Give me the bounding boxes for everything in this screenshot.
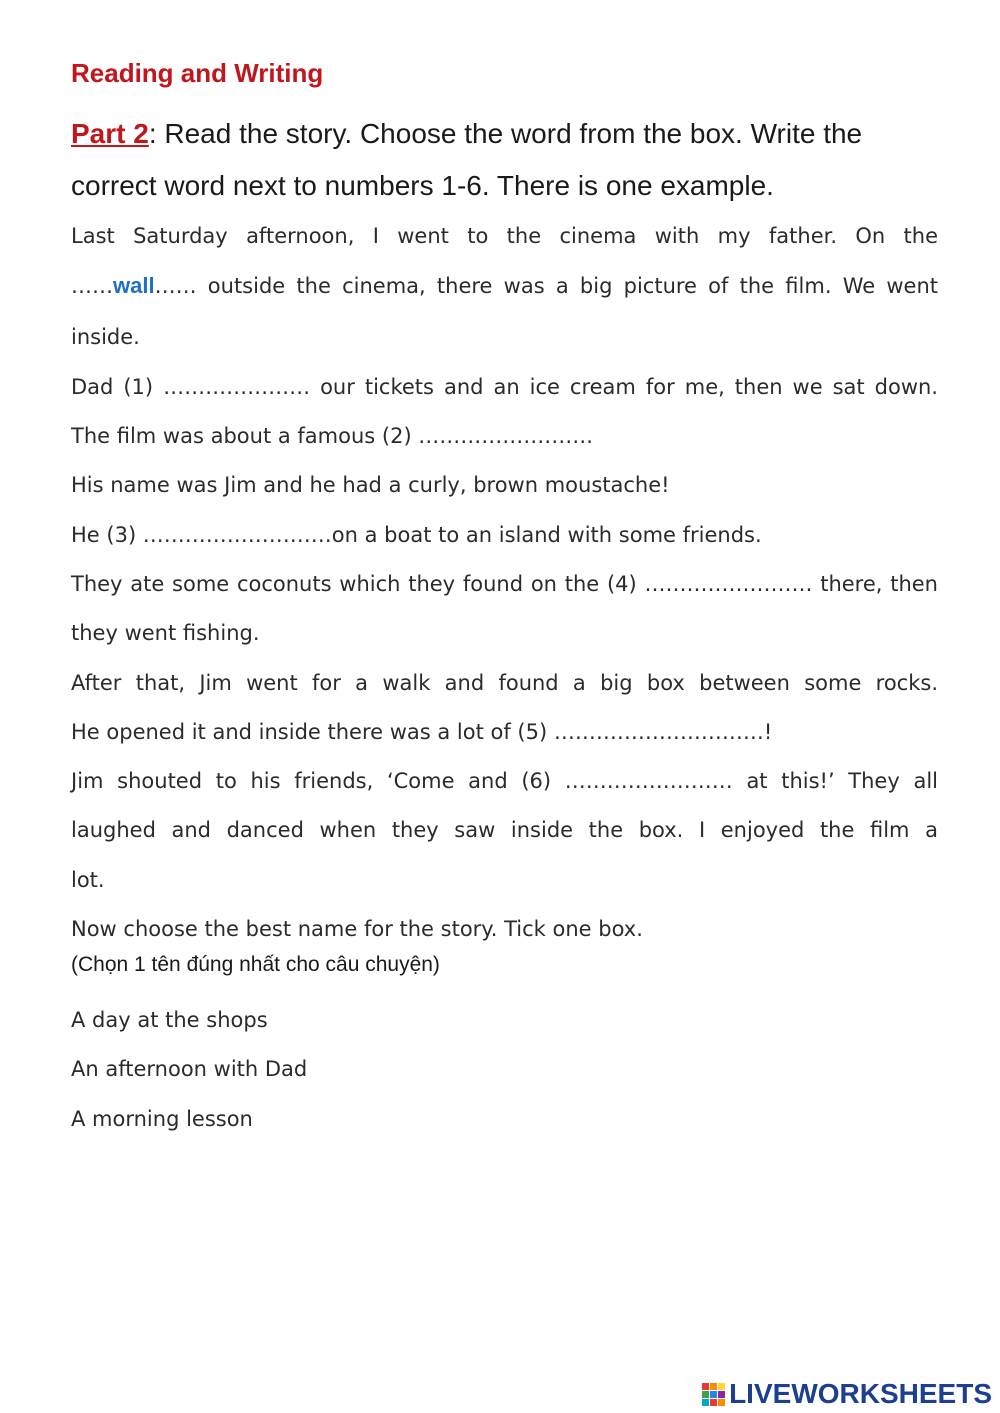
story-line-blank-1: Dad (1) ………………… our tickets and an ice cream for me, then we sat down. (71, 375, 938, 399)
question-prompt: Now choose the best name for the story. Tick one box. (71, 917, 643, 941)
option-1[interactable]: A day at the shops (71, 1008, 268, 1032)
story-line-6: His name was Jim and he had a curly, brown moustache! (71, 473, 670, 497)
option-3[interactable]: A morning lesson (71, 1107, 253, 1131)
example-dots-after: …… (154, 274, 197, 298)
story-line-blank-5: He opened it and inside there was a lot of (5) …………………………! (71, 720, 773, 744)
logo-grid-icon (702, 1383, 725, 1406)
story-line-9: they went fishing. (71, 621, 260, 645)
vietnamese-note: (Chọn 1 tên đúng nhất cho câu chuyện) (71, 953, 440, 976)
story-line-blank-4: They ate some coconuts which they found on the (4) …………………… there, then (71, 572, 938, 596)
story-line-13: laughed and danced when they saw inside the box. I enjoyed the film a (71, 818, 938, 842)
instruction-text: : Read the story. Choose the word from the box. Write the correct word next to numbers 1-6. There is one example. (71, 118, 863, 201)
logo-text: LIVEWORKSHEETS (729, 1378, 992, 1409)
example-dots-before: …… (71, 274, 113, 298)
story-line-blank-3: He (3) ………………………on a boat to an island with some friends. (71, 523, 762, 547)
section-heading: Reading and Writing (71, 58, 324, 88)
story-line-1: Last Saturday afternoon, I went to the cinema with my father. On the (71, 224, 938, 248)
story-line-10: After that, Jim went for a walk and found a big box between some rocks. (71, 671, 938, 695)
story-line-2-text: outside the cinema, there was a big picture of the film. We went (196, 274, 938, 298)
part-label: Part 2 (71, 118, 149, 149)
story-line-2 (71, 261, 938, 311)
instructions (71, 108, 938, 212)
option-2[interactable]: An afternoon with Dad (71, 1057, 308, 1081)
story-line-14: lot. (71, 868, 105, 892)
example-answer: wall (113, 273, 155, 298)
story-line-blank-2: The film was about a famous (2) ……………………. (71, 424, 593, 448)
story-line-blank-6: Jim shouted to his friends, ‘Come and (6) …………………… at this!’ They all (71, 769, 938, 793)
story-line-3: inside. (71, 325, 140, 349)
liveworksheets-logo (702, 1377, 992, 1411)
